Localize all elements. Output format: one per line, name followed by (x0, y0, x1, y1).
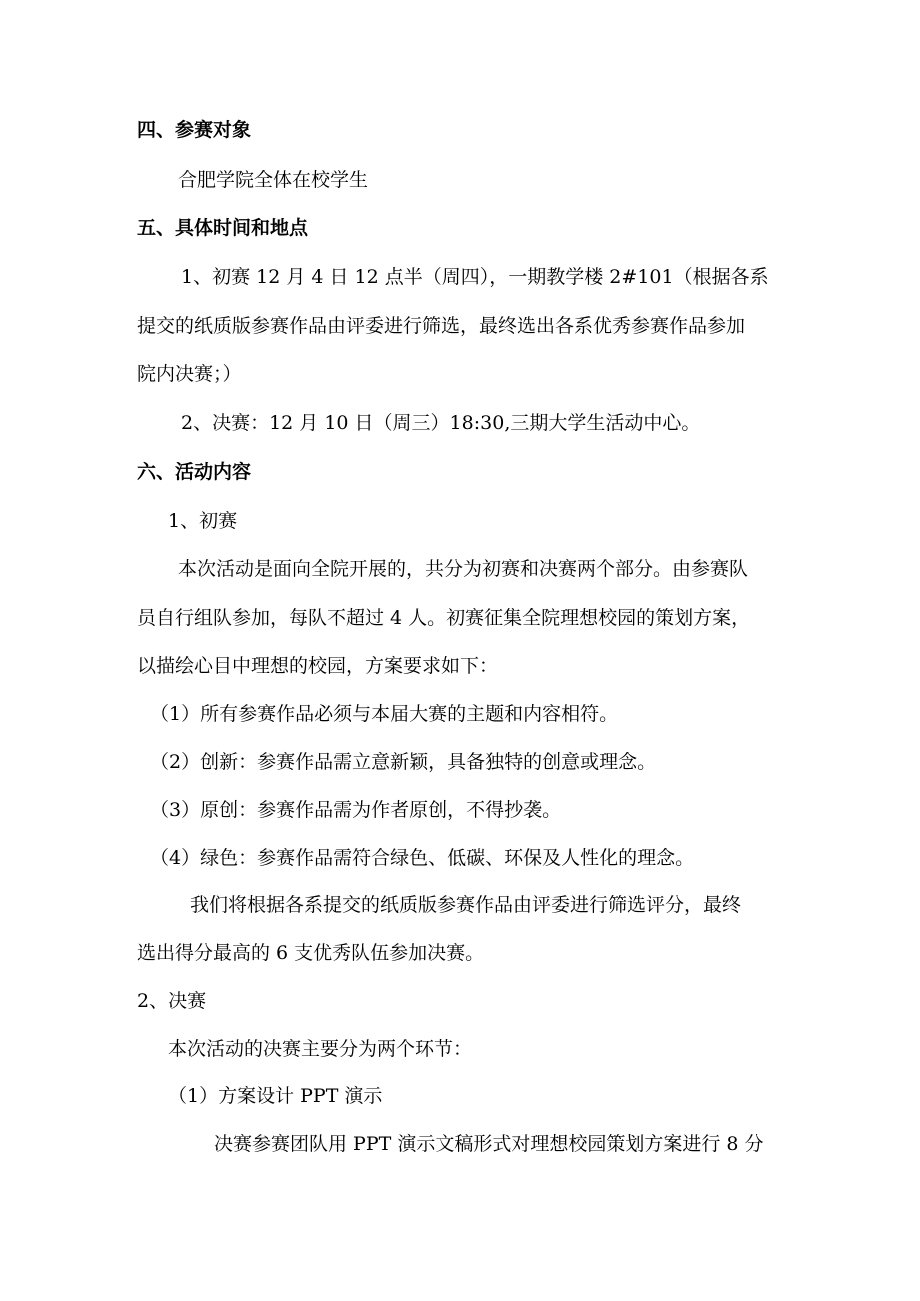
requirement-2: （2）创新：参赛作品需立意新颖，具备独特的创意或理念。 (150, 751, 657, 773)
requirement-3: （3）原创：参赛作品需为作者原创，不得抄袭。 (150, 799, 562, 821)
requirement-1: （1）所有参赛作品必须与本届大赛的主题和内容相符。 (150, 703, 619, 725)
schedule-item-2: 2、决赛：12 月 10 日（周三）18:30,三期大学生活动中心。 (181, 412, 701, 434)
section-heading-6: 六、活动内容 (137, 461, 252, 483)
section-4-body: 合肥学院全体在校学生 (178, 169, 369, 191)
final-part-1-title: （1）方案设计 PPT 演示 (168, 1085, 383, 1107)
prelim-intro-line-1: 本次活动是面向全院开展的，共分为初赛和决赛两个部分。由参赛队 (178, 558, 749, 580)
prelim-summary-line-2: 选出得分最高的 6 支优秀队伍参加决赛。 (137, 942, 485, 964)
section-heading-5: 五、具体时间和地点 (137, 217, 309, 239)
schedule-item-1-line-3: 院内决赛；） (137, 363, 242, 385)
prelim-summary-line-1: 我们将根据各系提交的纸质版参赛作品由评委进行筛选评分，最终 (190, 894, 742, 916)
prelim-intro-line-2: 员自行组队参加，每队不超过 4 人。初赛征集全院理想校园的策划方案， (137, 607, 751, 629)
schedule-item-1-line-1: 1、初赛 12 月 4 日 12 点半（周四），一期教学楼 2#101（根据各系 (181, 266, 769, 288)
section-heading-4: 四、参赛对象 (137, 119, 252, 141)
final-intro: 本次活动的决赛主要分为两个环节： (168, 1038, 473, 1060)
final-title: 2、决赛 (137, 990, 207, 1012)
schedule-item-1-line-2: 提交的纸质版参赛作品由评委进行筛选，最终选出各系优秀参赛作品参加 (137, 315, 746, 337)
prelim-intro-line-3: 以描绘心目中理想的校园，方案要求如下： (137, 655, 499, 677)
final-part-1-text: 决赛参赛团队用 PPT 演示文稿形式对理想校园策划方案进行 8 分 (214, 1133, 764, 1155)
prelim-title: 1、初赛 (168, 510, 238, 532)
requirement-4: （4）绿色：参赛作品需符合绿色、低碳、环保及人性化的理念。 (150, 847, 695, 869)
